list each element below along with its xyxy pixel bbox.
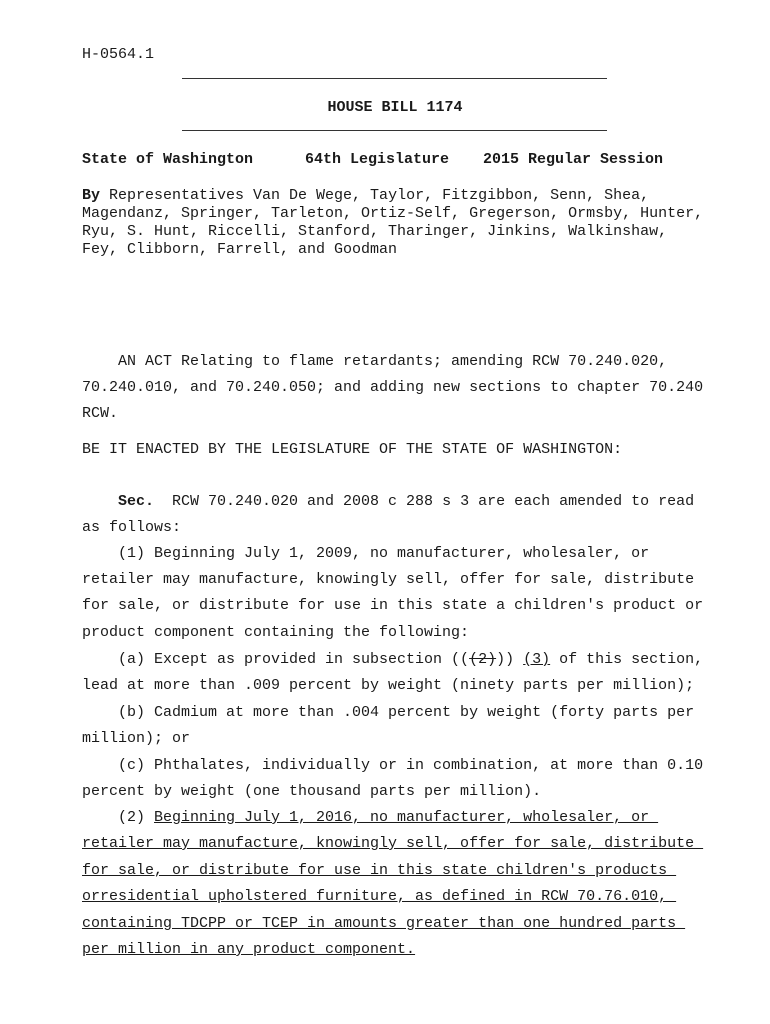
subsection-2-line-4: orresidential upholstered furniture, as defined in RCW 70.76.010,: [82, 888, 677, 905]
item-c-line-2: percent by weight (one thousand parts per million).: [82, 783, 542, 800]
section-heading: [118, 493, 694, 511]
act-line-3: RCW.: [82, 405, 119, 422]
subsection-2-line-6: per million in any product component.: [82, 941, 416, 958]
subsection-1-line-4: product component containing the following:: [82, 624, 470, 641]
item-a-inserted-text: (3): [523, 651, 551, 668]
item-b-line-1: (b) Cadmium at more than .004 percent by weight (forty parts per: [82, 704, 695, 721]
bill-title: HOUSE BILL 1174: [327, 99, 463, 116]
subsection-2-first-text: Beginning July 1, 2016, no manufacturer, wholesaler, or: [154, 809, 659, 826]
item-c-line-1: (c) Phthalates, individually or in combination, at more than 0.10: [82, 757, 704, 774]
item-b-line-2: million); or: [82, 730, 191, 747]
state-name: State of Washington: [82, 151, 254, 168]
act-line-2: 70.240.010, and 70.240.050; and adding new sections to chapter 70.240: [82, 379, 704, 396]
enacting-clause: BE IT ENACTED BY THE LEGISLATURE OF THE STATE OF WASHINGTON:: [82, 441, 623, 458]
item-a-suffix: of this section,: [550, 651, 704, 668]
section-heading-rest: RCW 70.240.020 and 2008 c 288 s 3 are each amended to read: [154, 493, 695, 510]
sponsors-line-1: [82, 187, 649, 205]
sponsors-line-2: Magendanz, Springer, Tarleton, Ortiz-Self, Gregerson, Ormsby, Hunter,: [82, 205, 704, 222]
section-heading-line-2: as follows:: [82, 519, 182, 536]
act-line-1: AN ACT Relating to flame retardants; amending RCW 70.240.020,: [82, 353, 668, 370]
item-a-mid: )): [496, 651, 524, 668]
subsection-2-prefix: (2): [82, 809, 155, 826]
sponsors-text-1: Representatives Van De Wege, Taylor, Fitzgibbon, Senn, Shea,: [100, 187, 650, 204]
subsection-2-line-1: [82, 809, 658, 827]
item-a-line-1: [82, 651, 703, 669]
subsection-2-line-5: containing TDCPP or TCEP in amounts greater than one hundred parts: [82, 915, 686, 932]
sponsors-by-label: By: [82, 187, 101, 204]
sponsors-line-4: Fey, Clibborn, Farrell, and Goodman: [82, 241, 398, 258]
item-a-struck-text: (2): [469, 651, 497, 668]
section-label: Sec.: [118, 493, 155, 510]
subsection-1-line-2: retailer may manufacture, knowingly sell, offer for sale, distribute: [82, 571, 695, 588]
sponsors-line-3: Ryu, S. Hunt, Riccelli, Stanford, Tharinger, Jinkins, Walkinshaw,: [82, 223, 668, 240]
title-rule-bottom: [182, 130, 607, 131]
subsection-2-line-3: for sale, or distribute for use in this state children's products: [82, 862, 677, 879]
subsection-2-line-2: retailer may manufacture, knowingly sell, offer for sale, distribute: [82, 835, 704, 852]
session-name: 2015 Regular Session: [483, 151, 664, 168]
item-a-line-2: lead at more than .009 percent by weight (ninety parts per million);: [82, 677, 695, 694]
legislature-number: 64th Legislature: [305, 151, 450, 168]
subsection-1-line-3: for sale, or distribute for use in this state a children's product or: [82, 597, 704, 614]
document-id: H-0564.1: [82, 46, 155, 63]
title-rule-top: [182, 78, 607, 79]
subsection-1-line-1: (1) Beginning July 1, 2009, no manufacturer, wholesaler, or: [82, 545, 650, 562]
item-a-prefix: (a) Except as provided in subsection ((: [82, 651, 470, 668]
